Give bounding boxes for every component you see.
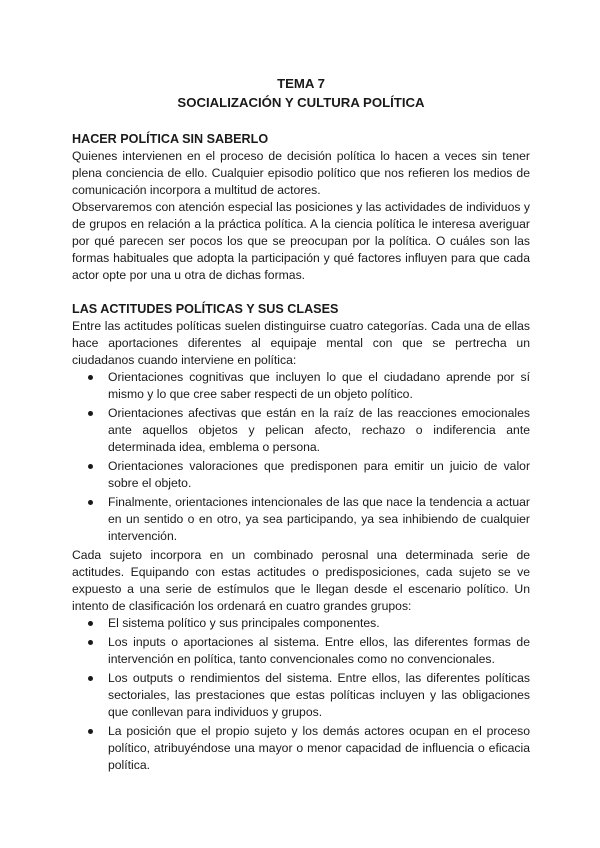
section-heading-hacer-politica: HACER POLÍTICA SIN SABERLO	[72, 132, 269, 146]
list-item-text: Orientaciones afectivas que están en la raíz de las reacciones emocionales ante aquellos objetos y pelican afecto, rechazo o indiferencia ante determinada idea, emblema o persona.	[108, 406, 530, 454]
section-heading-actitudes: LAS ACTITUDES POLÍTICAS Y SUS CLASES	[72, 302, 339, 316]
list-item	[108, 634, 530, 668]
bullet-icon	[88, 640, 93, 645]
bullet-icon	[88, 621, 93, 626]
paragraph: Entre las actitudes políticas suelen distinguirse cuatro categorías. Cada una de ellas hace aportaciones diferentes al equipaje mental con que se pertrecha un ciudadanos cuando interviene en política:	[72, 319, 530, 367]
paragraph: Observaremos con atención especial las posiciones y las actividades de individuos y de grupos en relación a la práctica política. A la ciencia política le interesa averiguar por qué parecen ser pocos los que se preocupan por la política. O cuáles son las formas habituales que adopta la participación y qué factores influyen para que cada actor opte por una u otra de dichas formas.	[72, 200, 530, 282]
bullet-icon	[88, 676, 93, 681]
title-line-1: TEMA 7	[277, 76, 325, 91]
bullet-icon	[88, 411, 93, 416]
bullet-icon	[88, 375, 93, 380]
list-item-text: Finalmente, orientaciones intencionales de las que nace la tendencia a actuar en un sentido o en otro, ya sea participando, ya sea inhibiendo de cualquier intervención.	[108, 495, 530, 543]
list-item-text: La posición que el propio sujeto y los demás actores ocupan en el proceso político, atribuyéndose una mayor o menor capacidad de influencia o eficacia política.	[108, 724, 530, 772]
list-item	[108, 723, 530, 774]
list-item	[108, 670, 530, 721]
list-item	[108, 615, 530, 632]
list-item-text: Orientaciones valoraciones que predisponen para emitir un juicio de valor sobre el objeto.	[108, 459, 530, 490]
list-item-text: Los inputs o aportaciones al sistema. Entre ellos, las diferentes formas de intervención en política, tanto convencionales como no convencionales.	[108, 635, 530, 666]
paragraph: Cada sujeto incorpora en un combinado perosnal una determinada serie de actitudes. Equipando con estas actitudes o predisposiciones, cada sujeto se ve expuesto a una serie de estímulos que le llegan desde el escenario político. Un intento de clasificación los ordenará en cuatro grandes grupos:	[72, 548, 530, 613]
bullet-list-orientaciones	[72, 369, 530, 545]
document-page	[72, 74, 530, 776]
list-item	[108, 405, 530, 456]
spacer	[72, 284, 530, 301]
list-item-text: Orientaciones cognitivas que incluyen lo que el ciudadano aprende por sí mismo y lo que cree saber respecti de un objeto político.	[108, 370, 530, 401]
title-line-2: SOCIALIZACIÓN Y CULTURA POLÍTICA	[177, 95, 425, 110]
document-title	[72, 74, 530, 112]
list-item-text: Los outputs o rendimientos del sistema. Entre ellos, las diferentes políticas sectoriales, las prestaciones que estas políticas incluyen y las obligaciones que conllevan para individuos y grupos.	[108, 671, 530, 719]
list-item	[108, 369, 530, 403]
bullet-icon	[88, 500, 93, 505]
bullet-icon	[88, 729, 93, 734]
list-item-text: El sistema político y sus principales componentes.	[108, 616, 380, 630]
list-item	[108, 458, 530, 492]
paragraph: Quienes intervienen en el proceso de decisión política lo hacen a veces sin tener plena conciencia de ello. Cualquier episodio político que nos refieren los medios de comunicación incorpora a multitud de actores.	[72, 149, 530, 197]
list-item	[108, 494, 530, 545]
bullet-list-grupos	[72, 615, 530, 774]
bullet-icon	[88, 464, 93, 469]
